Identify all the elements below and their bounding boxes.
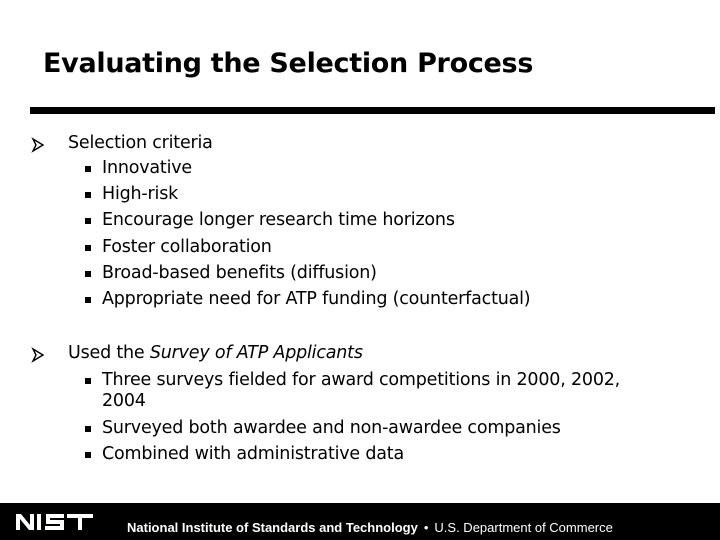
section1-heading: Selection criteria: [68, 133, 213, 153]
criteria-item: Encourage longer research time horizons: [102, 210, 455, 230]
footer-text: [127, 520, 613, 535]
criteria-item: Innovative: [102, 158, 192, 178]
square-bullet-icon: [85, 218, 91, 224]
square-bullet-icon: [85, 297, 91, 303]
square-bullet-icon: [85, 378, 91, 384]
square-bullet-icon: [85, 271, 91, 277]
square-bullet-icon: [85, 452, 91, 458]
title-divider: [30, 107, 715, 114]
survey-item: Three surveys fielded for award competitions in 2000, 2002,: [102, 370, 621, 390]
survey-item-continuation: 2004: [102, 391, 146, 411]
survey-item: Combined with administrative data: [102, 444, 404, 464]
square-bullet-icon: [85, 426, 91, 432]
nist-logo: [14, 511, 98, 533]
footer-bar: [0, 503, 720, 540]
slide-title: Evaluating the Selection Process: [43, 48, 534, 79]
arrow-bullet-icon: [30, 347, 46, 363]
criteria-item: Appropriate need for ATP funding (counterfactual): [102, 289, 531, 309]
square-bullet-icon: [85, 166, 91, 172]
survey-title: Survey of ATP Applicants: [149, 343, 363, 363]
criteria-item: Foster collaboration: [102, 237, 272, 257]
square-bullet-icon: [85, 245, 91, 251]
footer-separator: •: [423, 520, 429, 535]
section2-heading-prefix: Used the: [68, 343, 150, 363]
section2-heading: [68, 343, 363, 363]
criteria-item: High-risk: [102, 184, 179, 204]
arrow-bullet-icon: [30, 137, 46, 153]
criteria-item: Broad-based benefits (diffusion): [102, 263, 377, 283]
footer-dept: U.S. Department of Commerce: [434, 520, 613, 535]
footer-org: National Institute of Standards and Technology: [127, 520, 418, 535]
square-bullet-icon: [85, 192, 91, 198]
survey-item: Surveyed both awardee and non-awardee companies: [102, 418, 561, 438]
